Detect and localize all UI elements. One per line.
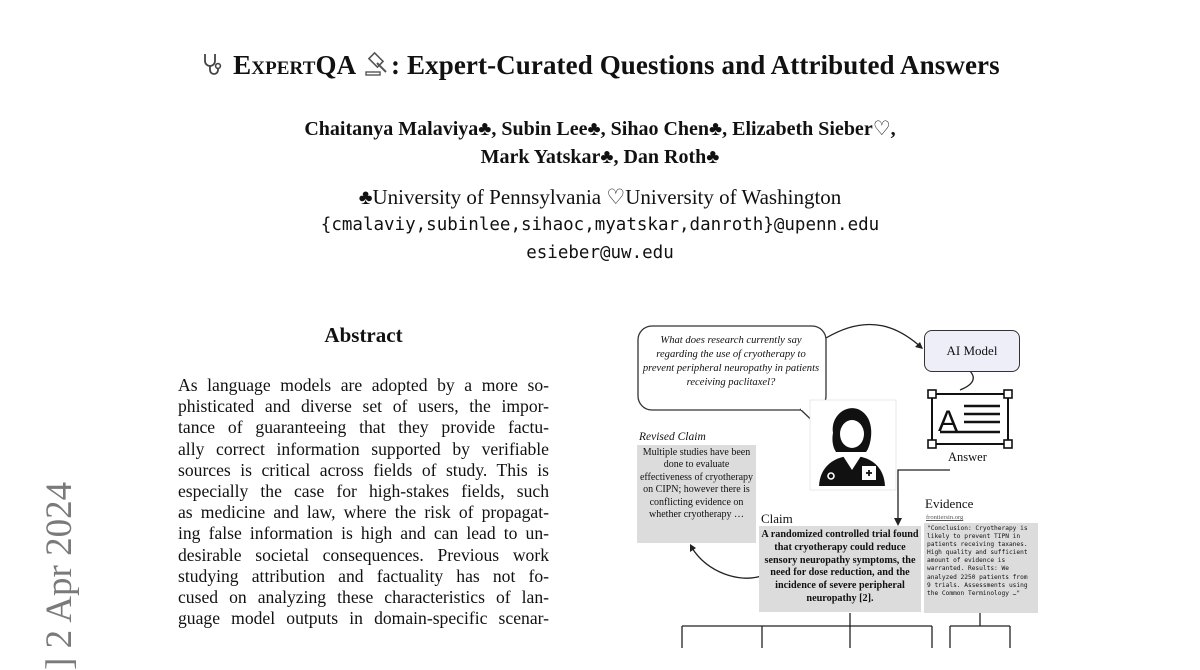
claim-box: A randomized controlled trial found that cryotherapy could reduce sensory neuropathy symptoms, the need for dose reduction, and the incidence of severe peripheral neuropathy [2]. xyxy=(759,526,921,612)
evidence-label: Evidence xyxy=(925,496,974,511)
paper-title xyxy=(0,50,1200,81)
author-list xyxy=(0,115,1200,171)
abstract-line: desirable societal consequences. Previous work xyxy=(178,544,549,565)
abstract-line: studying attribution and factuality has not fo- xyxy=(178,565,549,586)
abstract-line: sources is critical across fields of study. This is xyxy=(178,459,549,480)
evidence-box: "Conclusion: Cryotherapy is likely to prevent TIPN in patients receiving taxanes. High quality and sufficient amount of evidence is warranted. Results: We analyzed 2250 patients from 9 trials. Assessments using the Common Terminology …" xyxy=(924,523,1038,613)
claim-label: Claim xyxy=(761,511,793,526)
abstract-heading: Abstract xyxy=(324,323,403,347)
doctor-icon xyxy=(810,400,896,490)
abstract-line: phisticated and diverse set of users, the impor- xyxy=(178,396,549,417)
question-text: What does research currently say regarding the use of cryotherapy to prevent peripheral neuropathy in patients receiving paclitaxel? xyxy=(642,335,820,388)
revised-claim-label: Revised Claim xyxy=(639,431,706,443)
figure-overview xyxy=(630,318,1050,648)
authors-line-1: Chaitanya Malaviya♣, Subin Lee♣, Sihao Chen♣, Elizabeth Sieber♡, xyxy=(304,118,896,140)
email-upenn: {cmalaviy,subinlee,sihaoc,myatskar,danroth}@upenn.edu xyxy=(320,215,880,235)
abstract-line: ing false information is high and can lead to un- xyxy=(178,523,549,544)
email-uw: esieber@uw.edu xyxy=(526,243,674,263)
arrow-claim-to-revised xyxy=(692,548,761,578)
abstract-line: tance of guaranteeing that they provide factu- xyxy=(178,417,549,438)
arxiv-date: ] 2 Apr 2024 xyxy=(39,481,80,670)
arxiv-side-stamp xyxy=(38,430,78,670)
abstract-line: As language models are adopted by a more so- xyxy=(178,375,549,395)
document-glyph: A xyxy=(938,405,959,438)
title-name: ExpertQA xyxy=(233,50,357,80)
stethoscope-icon xyxy=(200,51,226,77)
affiliations: ♣University of Pennsylvania ♡University of Washington xyxy=(358,185,842,209)
abstract-line: ally correct information supported by verifiable xyxy=(178,438,549,459)
document-icon xyxy=(928,390,1012,448)
revised-claim-box: Multiple studies have been done to evaluate effectiveness of cryotherapy on CIPN; however there is conflicting evidence on whether cryotherapy … xyxy=(637,445,756,543)
abstract-body xyxy=(178,375,549,629)
answer-label: Answer xyxy=(948,450,987,464)
abstract-line: especially the case for high-stakes fields, such xyxy=(178,481,549,502)
arrow-model-to-answer xyxy=(960,371,973,390)
abstract-line: as medicine and law, where the risk of propagat- xyxy=(178,502,549,523)
authors-line-2: Mark Yatskar♣, Dan Roth♣ xyxy=(480,146,720,168)
gavel-icon xyxy=(363,51,391,77)
evidence-source-link[interactable]: frontiersin.org xyxy=(926,514,964,521)
arrow-question-to-model xyxy=(826,324,922,348)
abstract-line: guage model outputs in domain-specific scenar- xyxy=(178,608,549,629)
tree-lines xyxy=(682,613,1010,648)
title-rest: : Expert-Curated Questions and Attributed Answers xyxy=(391,50,1000,80)
abstract-line: cused on analyzing these characteristics of lan- xyxy=(178,587,549,608)
ai-model-box: AI Model xyxy=(924,330,1020,372)
